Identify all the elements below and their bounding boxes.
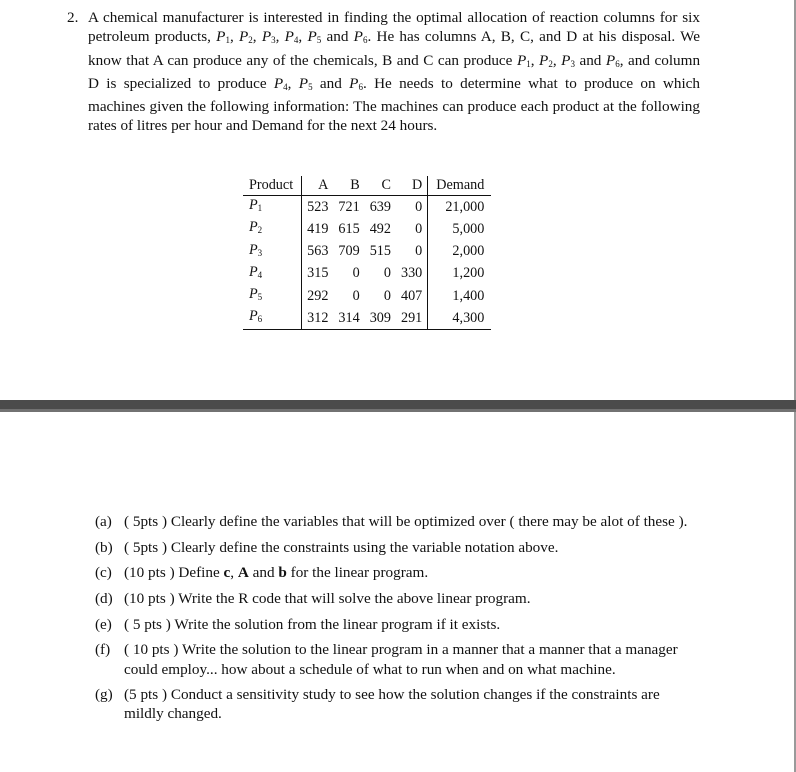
part-d [95, 589, 699, 608]
rate-cell: 0 [415, 243, 423, 260]
part-label: (c) [95, 564, 112, 582]
part-label: (d) [95, 590, 113, 608]
rate-cell: 0 [383, 287, 391, 304]
header-c: C [365, 176, 396, 196]
problem-statement [68, 8, 700, 136]
product-cell: $P_5$ [243, 285, 302, 307]
table-row [243, 241, 491, 263]
header-product: Product [243, 176, 302, 196]
part-label: (f) [95, 641, 111, 659]
part-label: (e) [95, 615, 112, 633]
product-cell: $P_4$ [243, 263, 302, 285]
table-header-row [243, 176, 491, 196]
rate-cell: 721 [338, 198, 360, 215]
rate-cell: 0 [415, 198, 423, 215]
rate-cell: 0 [415, 220, 423, 237]
product-cell: $P_1$ [243, 196, 302, 219]
part-label: (g) [95, 686, 113, 704]
part-label: (b) [95, 538, 113, 556]
part-f [95, 640, 699, 679]
rate-cell: 492 [369, 220, 391, 237]
part-a [95, 512, 699, 531]
rate-cell: 407 [400, 287, 423, 304]
rate-cell: 0 [383, 265, 391, 282]
rate-cell: 523 [307, 198, 329, 215]
part-text: ( 5pts ) Clearly define the constraints using the variable notation above. [124, 538, 559, 556]
rate-cell: 291 [396, 307, 428, 330]
problem-text: A chemical manufacturer is interested in finding the optimal allocation of reaction columns for six petroleum products, $P_1$, $P_2$, $P_3$, $P_4$, $P_5$ and $P_6$. He has columns A, B, C, and D at his disposal. We know that A can produce any of the chemicals, B and C can produce $P_1$, $P_2$, $P_3$ and $P_6$, and column D is specialized to produce $P_4$, $P_5$ and $P_6$. He needs to determine what to produce on which machines given the following information: The machines can produce each product at the following rates of litres per hour and Demand for the next 24 hours. [88, 9, 701, 135]
demand-cell: 4,300 [428, 307, 492, 330]
demand-cell: 2,000 [428, 241, 492, 263]
table-row [243, 285, 491, 307]
product-cell: $P_2$ [243, 218, 302, 240]
demand-cell: 1,200 [428, 263, 492, 285]
header-d: D [396, 176, 428, 196]
header-a: A [302, 176, 334, 196]
rate-cell: 0 [352, 265, 360, 282]
part-g [95, 685, 699, 724]
part-label: (a) [95, 513, 112, 530]
rate-cell: 330 [400, 265, 423, 282]
rate-cell: 563 [307, 243, 329, 260]
demand-cell: 5,000 [428, 218, 492, 240]
rate-cell: 615 [338, 220, 360, 237]
rate-cell: 315 [307, 265, 329, 282]
rate-cell: 312 [302, 307, 334, 330]
table-row [243, 218, 491, 240]
part-b [95, 538, 699, 557]
product-cell: $P_3$ [243, 241, 302, 263]
rate-cell: 309 [365, 307, 396, 330]
rate-cell: 709 [338, 243, 360, 260]
question-parts [95, 512, 699, 730]
rate-cell: 314 [333, 307, 364, 330]
part-c [95, 563, 699, 582]
problem-number: 2. [67, 9, 79, 26]
rate-cell: 0 [352, 287, 360, 304]
product-cell: $P_6$ [243, 307, 302, 330]
rate-cell: 419 [307, 220, 329, 237]
rate-cell: 639 [369, 198, 391, 215]
section-divider [0, 400, 796, 412]
table-row [243, 307, 491, 330]
part-text: ( 5 pts ) Write the solution from the linear program if it exists. [124, 615, 501, 633]
part-e [95, 615, 699, 634]
part-text: (10 pts ) Write the R code that will solve the above linear program. [124, 590, 531, 608]
part-text: ( 10 pts ) Write the solution to the linear program in a manner that a manner that a manager could employ... how about a schedule of what to run when and on what machine. [124, 641, 678, 678]
rate-cell: 515 [369, 243, 391, 260]
part-text: ( 5pts ) Clearly define the variables that will be optimized over ( there may be alot of these ). [124, 513, 688, 530]
header-demand: Demand [428, 176, 492, 196]
header-b: B [333, 176, 364, 196]
table-row [243, 196, 491, 219]
demand-cell: 21,000 [428, 196, 492, 219]
production-rate-table [243, 176, 491, 330]
part-text: (5 pts ) Conduct a sensitivity study to see how the solution changes if the constraints are mildly changed. [124, 686, 660, 723]
rate-cell: 292 [307, 287, 329, 304]
table-row [243, 263, 491, 285]
part-text: (10 pts ) Define c, A and b for the linear program. [124, 564, 429, 582]
demand-cell: 1,400 [428, 285, 492, 307]
